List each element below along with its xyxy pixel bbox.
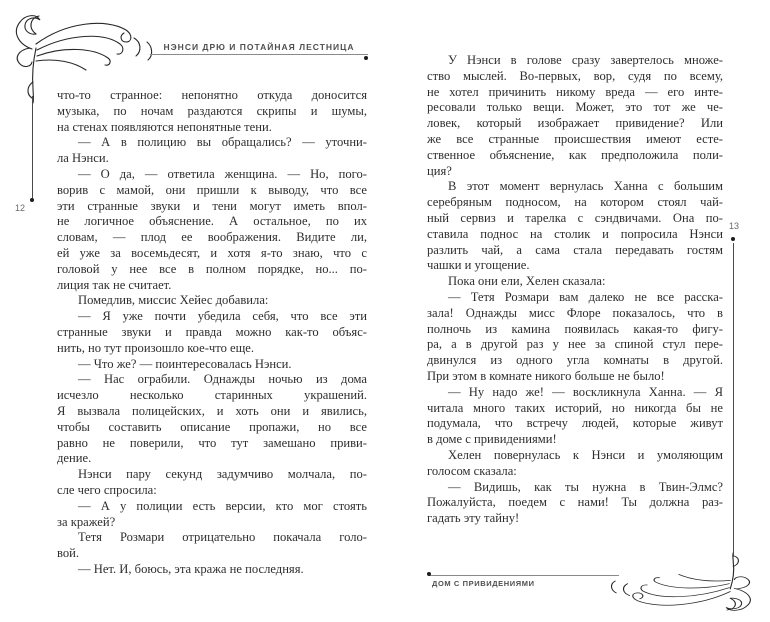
book-text-line: — О да, — ответила женщина. — Но, пого- — [78, 166, 367, 181]
book-text-line: — Нас ограбили. Однажды ночью из дома — [78, 372, 367, 387]
running-head-rule — [150, 54, 368, 55]
book-text-line: ный сервиз и тарелка с сэндвичами. Она по- — [427, 210, 723, 225]
book-text-line: музыка, по ночам раздаются скрипы и шумы, — [57, 103, 367, 118]
book-text-line: нить, но тут произошло кое-что еще. — [57, 340, 255, 355]
book-text-line: за кражей? — [57, 514, 116, 529]
book-text-line: исчезло несколько старинных украшений. — [57, 388, 367, 403]
right-margin-rule — [733, 243, 734, 557]
book-text-line: Тетя Розмари отрицательно покачала голо- — [78, 530, 367, 545]
book-text-line: серебряным подносом, на котором стоял чай- — [427, 195, 723, 210]
left-page-text-column — [57, 88, 367, 578]
book-text-line: не хотел причинить никому вреда — его инте- — [427, 84, 723, 99]
book-text-line: Хелен повернулась к Нэнси и умоляющим — [448, 447, 723, 462]
book-text-line: разлить чай, а сама стала передавать гостям — [427, 242, 723, 257]
book-text-line: же все странные происшествия имеют есте- — [427, 131, 723, 146]
running-head-title: НЭНСИ ДРЮ И ПОТАЙНАЯ ЛЕСТНИЦА — [163, 42, 355, 52]
running-foot-start-dot — [427, 572, 431, 576]
book-text-line: У Нэнси в голове сразу завертелось множе- — [448, 53, 723, 67]
book-text-line: не логичное объяснение. А остальное, по их — [57, 214, 367, 229]
book-text-line: — Видишь, как ты нужна в Твин-Элмс? — [448, 479, 723, 494]
book-text-line: подумала, что встречу людей, которые живут — [427, 416, 723, 431]
book-text-line: В этот момент вернулась Ханна с большим — [448, 179, 723, 194]
book-text-line: ей уже за восемьдесят, и хотя я-то знаю, что с — [57, 245, 367, 260]
book-text-line: — Тетя Розмари вам далеко не все расска- — [448, 289, 723, 304]
book-text-line: ственное объяснение, как предположила поли- — [427, 147, 723, 162]
right-page-text-column — [427, 53, 723, 527]
book-text-line: ворив с мамой, они пришли к выводу, что все — [57, 182, 367, 197]
book-text-line: эти странные звуки и тени могут иметь впол- — [57, 198, 367, 213]
book-text-line: ция? — [427, 163, 452, 178]
book-text-line: читала много таких историй, но никогда бы не — [427, 400, 723, 415]
book-text-line: ставила поднос на столик и попросила Нэнси — [427, 226, 723, 241]
page-number-right: 13 — [729, 221, 740, 231]
book-text-line: в доме с привидениями! — [427, 432, 557, 447]
book-text-line: на стенах появляются непонятные тени. — [57, 119, 272, 134]
running-foot-title: ДОМ С ПРИВИДЕНИЯМИ — [432, 579, 535, 588]
page-number-left: 12 — [15, 203, 26, 213]
book-text-line: ла Нэнси. — [57, 151, 109, 166]
book-text-line: голосом сказала: — [427, 463, 517, 478]
book-text-line: Помедлив, миссис Хейес добавила: — [78, 293, 269, 308]
book-text-line: равно не поверили, что тут замешано приви- — [57, 435, 367, 450]
book-text-line: — Ну надо же! — воскликнула Ханна. — Я — [448, 384, 723, 399]
book-text-line: — А у полиции есть версии, кто мог стоять — [78, 498, 367, 513]
book-text-line: Пожалуйста, поедем с нами! Ты должна раз- — [427, 495, 723, 510]
book-text-line: чтобы составить описание пропажи, но все — [57, 419, 367, 434]
book-text-line: — Нет. И, боюсь, эта кража не последняя. — [78, 561, 304, 576]
book-text-line: чашки и угощение. — [427, 258, 530, 273]
book-text-line: ресовали только вещи. Может, это тот же че- — [427, 100, 723, 115]
book-text-line: зала! Однажды мисс Флоре показалось, что в — [427, 305, 723, 320]
book-text-line: словам, — плод ее воображения. Видите ли, — [57, 230, 367, 245]
book-text-line: ра, а в другой раз у нее за спиной стул пере- — [427, 337, 723, 352]
book-text-line: — А в полицию вы обращались? — уточни- — [78, 135, 367, 150]
left-margin-rule-dot — [30, 198, 34, 202]
book-text-line: Нэнси пару секунд задумчиво молчала, по- — [78, 467, 367, 482]
book-text-line: ство мыслей. Во-первых, вор, судя по всему, — [427, 68, 723, 83]
book-text-line: При этом в комнате никого больше не было! — [427, 368, 665, 383]
book-text-line: гадать эту тайну! — [427, 511, 520, 526]
book-text-line: что-то странное: непонятно откуда доносится — [57, 88, 367, 102]
book-text-line: вой. — [57, 546, 80, 561]
running-head-end-dot — [364, 56, 368, 60]
book-text-line: дение. — [57, 451, 92, 466]
left-margin-rule — [32, 96, 33, 200]
book-text-line: двинулся из одного угла комнаты в другой. — [427, 353, 723, 368]
book-text-line: головой у нее все в полном порядке, но... по- — [57, 261, 367, 276]
book-text-line: — Что же? — поинтересовалась Нэнси. — [78, 356, 292, 371]
book-text-line: Пока они ели, Хелен сказала: — [448, 274, 606, 289]
book-text-line: — Я уже почти убедила себя, что все эти — [78, 309, 367, 324]
running-foot-rule — [429, 575, 619, 576]
book-text-line: Я вызвала полицейских, и хоть они и явились, — [57, 403, 367, 418]
right-margin-rule-dot — [731, 237, 735, 241]
book-text-line: сле чего спросила: — [57, 482, 157, 497]
book-text-line: ловек, который изображает привидение? Или — [427, 116, 723, 131]
book-text-line: странные звуки и правда можно как-то объяс- — [57, 324, 367, 339]
book-text-line: лиция так не считает. — [57, 277, 172, 292]
book-text-line: полночь из камина появилась какая-то фигу- — [427, 321, 723, 336]
